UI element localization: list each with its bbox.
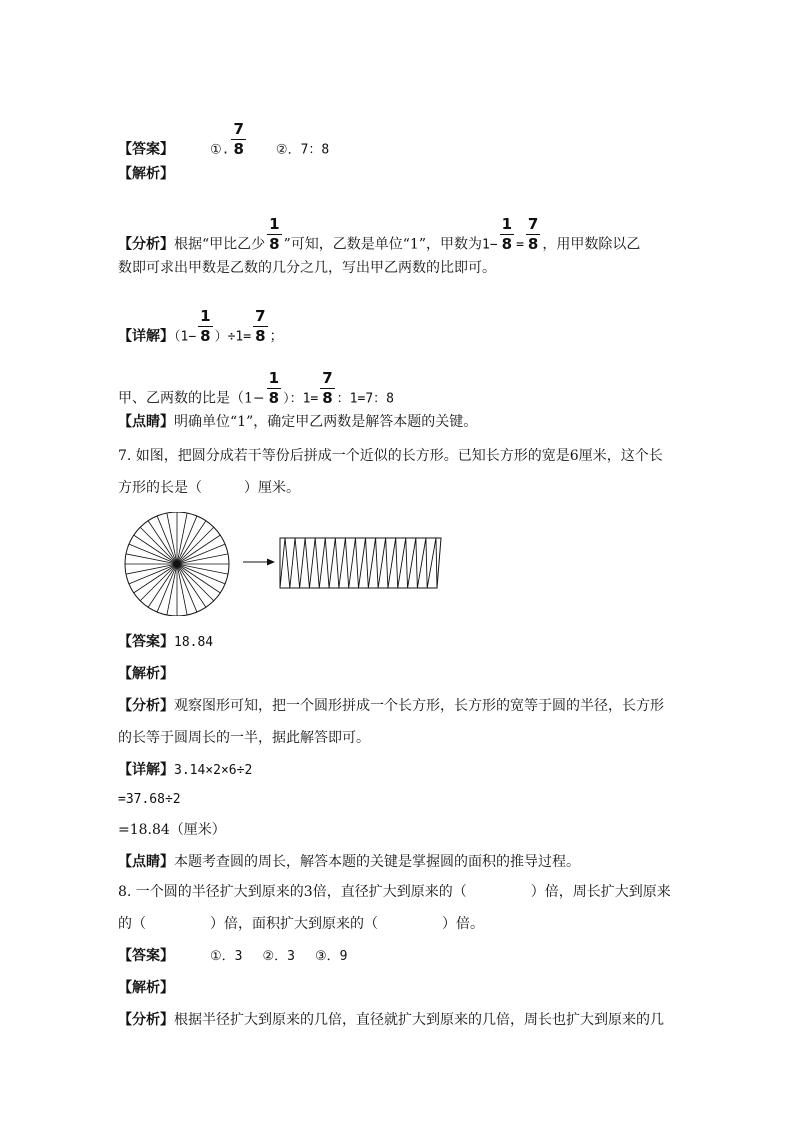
fraction: $\frac{7}{8}$ xyxy=(322,369,333,407)
q7-stem-line-1: 7. 如图，把圆分成若干等份后拼成一个近似的长方形。已知长方形的宽是6厘米，这个长 xyxy=(118,448,663,464)
q6-xiangjie-line: 【详解】（1− $\frac{1}{8}$ ）÷1= $\frac{7}{8}$ ； xyxy=(118,307,284,345)
q7-analysis-tag: 【解析】 xyxy=(118,666,174,682)
approximate-rectangle xyxy=(280,538,441,588)
fraction: $\frac{1}{8}$ xyxy=(269,215,280,253)
q8-stem-line-2: 的（ ）倍，面积扩大到原来的（ ）倍。 xyxy=(118,916,484,932)
fraction: $\frac{1}{8}$ xyxy=(501,215,513,253)
q6-fenxi-line-2: 数即可求出甲数是乙数的几分之几，写出甲乙两数的比即可。 xyxy=(118,260,496,276)
circle-radius-line xyxy=(177,527,214,564)
circle-center xyxy=(174,561,180,567)
answer-tag: 【答案】 xyxy=(118,141,174,158)
q6-ratio-line: 甲、乙两数的比是（1− $\frac{1}{8}$ ）：1= $\frac{7}{8}$ ：1=7：8 xyxy=(118,369,394,407)
answer-item-1: ①. xyxy=(210,142,230,158)
q8-stem-line-1: 8. 一个圆的半径扩大到原来的3倍，直径扩大到原来的（ ）倍，周长扩大到原来 xyxy=(118,884,671,900)
q6-analysis-tag: 【解析】 xyxy=(118,166,174,182)
arrow-right-icon xyxy=(243,559,275,566)
fraction: $\frac{1}{8}$ xyxy=(268,369,280,407)
rectangle-zigzag xyxy=(280,538,437,588)
fraction: $\frac{7}{8}$ xyxy=(233,120,244,158)
q7-xiangjie-line-3: =18.84（厘米） xyxy=(118,822,226,838)
q6-answer-line xyxy=(118,120,330,168)
q6-fenxi-line-1: 【分析】根据“甲比乙少 $\frac{1}{8}$ ”可知，乙数是单位“1”，甲数为1− $\frac{1}{8}$ = $\frac{7}{8}$ ，用甲数除以乙 xyxy=(118,215,641,253)
q8-fenxi-line-1: 【分析】根据半径扩大到原来的几倍，直径就扩大到原来的几倍，周长也扩大到原来的几 xyxy=(118,1012,664,1028)
circle-radius-line xyxy=(140,527,177,564)
q8-answer: 【答案】 ①．3 ②．3 ③．9 xyxy=(118,948,348,964)
fraction: $\frac{1}{8}$ xyxy=(200,307,211,345)
fraction: $\frac{7}{8}$ xyxy=(527,215,539,253)
q6-dianjing: 【点睛】明确单位“1”，确定甲乙两数是解答本题的关键。 xyxy=(118,414,478,430)
circle-to-rectangle-diagram xyxy=(120,512,450,616)
circle-radius-line xyxy=(140,564,177,601)
circle-radius-line xyxy=(177,564,214,601)
q7-figure xyxy=(120,512,450,620)
divided-circle xyxy=(125,512,229,616)
fraction: $\frac{7}{8}$ xyxy=(255,307,266,345)
q7-xiangjie-line-2: =37.68÷2 xyxy=(118,792,181,807)
q8-analysis-tag: 【解析】 xyxy=(118,980,174,996)
q7-stem-line-2: 方形的长是（ ）厘米。 xyxy=(118,480,300,496)
q7-fenxi-line-1: 【分析】观察图形可知，把一个圆形拼成一个长方形，长方形的宽等于圆的半径，长方形 xyxy=(118,698,664,714)
q7-fenxi-line-2: 的长等于圆周长的一半，据此解答即可。 xyxy=(118,730,370,746)
q7-dianjing: 【点睛】本题考查圆的周长，解答本题的关键是掌握圆的面积的推导过程。 xyxy=(118,854,580,870)
q7-xiangjie-line-1: 【详解】3.14×2×6÷2 xyxy=(118,762,253,778)
answer-item-2: ②．7：8 xyxy=(275,142,330,158)
q7-answer: 【答案】18.84 xyxy=(118,634,214,650)
